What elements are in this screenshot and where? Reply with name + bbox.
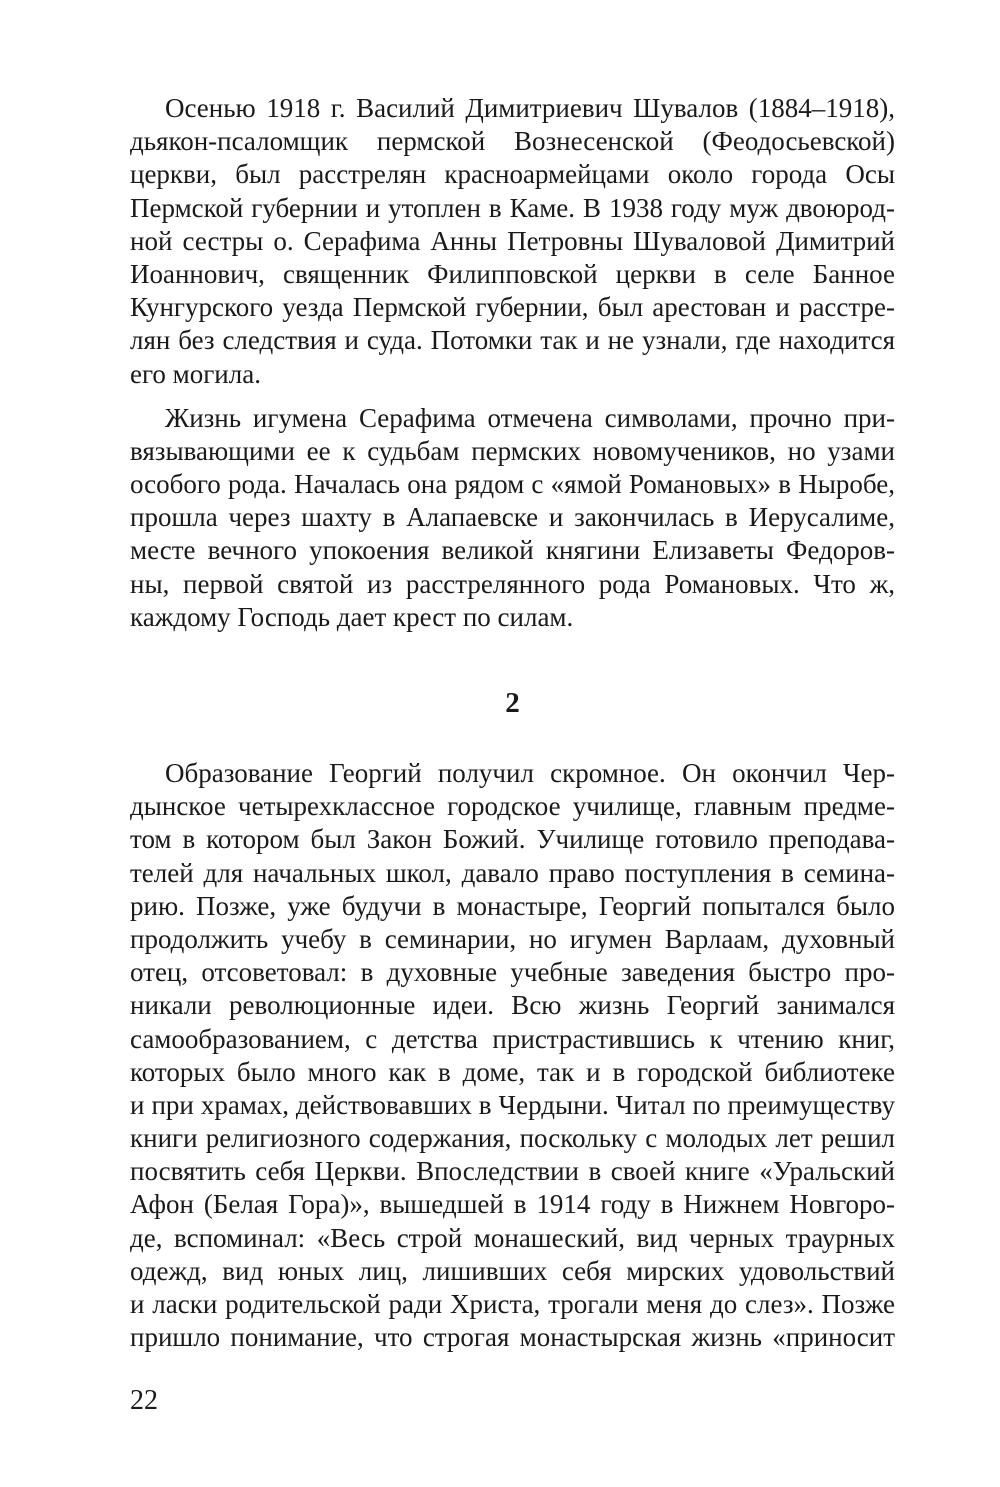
- text-line: Афон (Белая Гора)», вышедшей в 1914 году в Нижнем Новгоро-: [130, 1189, 895, 1220]
- text-line: продолжить учебу в семинарии, но игумен Варлаам, духовный: [130, 923, 895, 954]
- text-line: и при храмах, действовавших в Чердыни. Читал по преимуществу: [130, 1089, 895, 1120]
- paragraph-1: [130, 92, 895, 391]
- text-line: самообразованием, с детства пристрастившись к чтению книг,: [130, 1023, 895, 1054]
- text-line: вязывающими ее к судьбам пермских новомучеников, но узами: [130, 435, 895, 466]
- text-line: особого рода. Началась она рядом с «ямой Романовых» в Ныробе,: [130, 469, 895, 500]
- text-line: том в котором был Закон Божий. Училище готовило преподава-: [130, 824, 895, 855]
- text-line: ны, первой святой из расстрелянного рода Романовых. Что ж,: [130, 568, 895, 599]
- text-line: Образование Георгий получил скромное. Он окончил Чер-: [165, 758, 895, 788]
- text-line: посвятить себя Церкви. Впоследствии в своей книге «Уральский: [130, 1156, 895, 1187]
- text-line: пришло понимание, что строгая монастырская жизнь «приносит: [130, 1322, 895, 1353]
- text-line: каждому Господь дает крест по силам.: [130, 601, 574, 632]
- paragraph-gap: [130, 391, 895, 402]
- text-line: де, вспоминал: «Весь строй монашеский, вид черных траурных: [130, 1222, 895, 1253]
- paragraph-3: [130, 757, 895, 1354]
- text-line: одежд, вид юных лиц, лишивших себя мирских удовольствий: [130, 1255, 895, 1286]
- text-line: его могила.: [130, 358, 261, 389]
- paragraph-2: [130, 402, 895, 634]
- text-line: месте вечного упокоения великой княгини Елизаветы Федоров-: [130, 535, 895, 566]
- text-line: прошла через шахту в Алапаевске и закончилась в Иерусалиме,: [130, 502, 895, 533]
- text-line: лян без следствия и суда. Потомки так и не узнали, где находится: [130, 325, 895, 356]
- text-line: Иоаннович, священник Филипповской церкви в селе Банное: [130, 258, 895, 289]
- text-line: Жизнь игумена Серафима отмечена символами, прочно при-: [165, 402, 895, 433]
- text-line: церкви, был расстрелян красноармейцами около города Осы: [130, 159, 895, 190]
- section-number: 2: [505, 687, 520, 719]
- text-line: Осенью 1918 г. Василий Димитриевич Шувалов (1884–1918),: [165, 93, 895, 123]
- text-line: никали революционные идеи. Всю жизнь Георгий занимался: [130, 990, 895, 1021]
- text-line: книги религиозного содержания, поскольку с молодых лет решил: [130, 1123, 895, 1154]
- text-line: ной сестры о. Серафима Анны Петровны Шуваловой Димитрий: [130, 225, 895, 256]
- text-line: рию. Позже, уже будучи в монастыре, Георгий попытался было: [130, 890, 895, 921]
- text-line: Пермской губернии и утоплен в Каме. В 1938 году муж двоюрод-: [130, 192, 895, 223]
- text-line: которых было много как в доме, так и в городской библиотеке: [130, 1056, 895, 1087]
- text-line: отец, отсоветовал: в духовные учебные заведения быстро про-: [130, 957, 895, 988]
- text-line: дьякон-псаломщик пермской Вознесенской (Феодосьевской): [130, 126, 895, 157]
- page-body: [130, 92, 895, 1354]
- text-line: и ласки родительской ради Христа, трогали меня до слез». Позже: [130, 1289, 895, 1319]
- page-number: 22: [130, 1385, 158, 1416]
- text-line: Кунгурского уезда Пермской губернии, был арестован и расстре-: [130, 292, 895, 323]
- text-line: телей для начальных школ, давало право поступления в семина-: [130, 857, 895, 888]
- text-line: дынское четырехклассное городское училище, главным предме-: [130, 791, 895, 822]
